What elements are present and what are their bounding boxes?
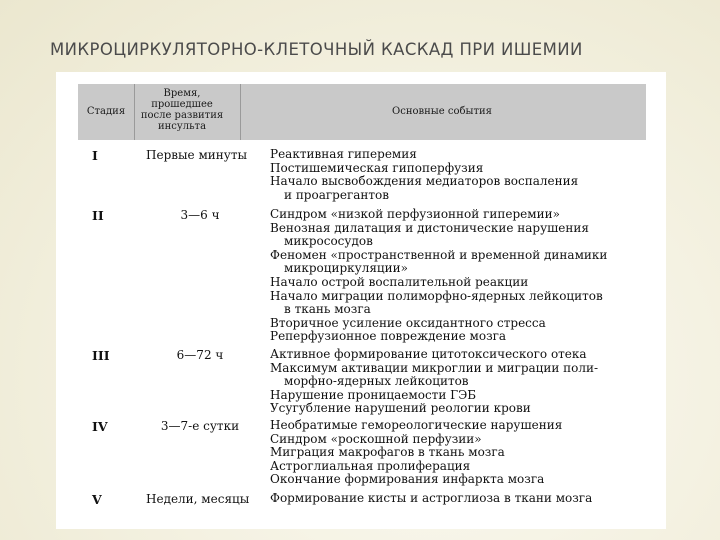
header-time: Время, прошедшее после развития инсульта bbox=[140, 88, 224, 132]
event-line: Максимум активации микроглии и миграции поли- bbox=[270, 360, 599, 375]
row-events bbox=[270, 208, 650, 344]
row-stage: II bbox=[92, 208, 104, 223]
event-line: и проагрегантов bbox=[284, 187, 389, 202]
event-line: Начало миграции полиморфно-ядерных лейкоцитов bbox=[270, 288, 603, 303]
event-line: микрососудов bbox=[284, 234, 373, 249]
row-events bbox=[270, 148, 650, 202]
event-line: Реперфузионное повреждение мозга bbox=[270, 329, 507, 344]
event-line: Астроглиальная пролиферация bbox=[270, 458, 471, 473]
event-line: Усугубление нарушений реологии крови bbox=[270, 401, 531, 416]
slide-title: МИКРОЦИРКУЛЯТОРНО-КЛЕТОЧНЫЙ КАСКАД ПРИ ИШЕМИИ bbox=[50, 40, 583, 59]
row-time: 6—72 ч bbox=[176, 348, 224, 362]
event-line: Реактивная гиперемия bbox=[270, 147, 417, 161]
header-events: Основные события bbox=[392, 106, 492, 117]
event-line: Окончание формирования инфаркта мозга bbox=[270, 472, 545, 487]
row-time: Недели, месяцы bbox=[146, 492, 250, 506]
row-time: Первые минуты bbox=[146, 148, 248, 162]
event-line: в ткань мозга bbox=[284, 302, 371, 317]
header-stage: Стадия bbox=[86, 106, 126, 117]
event-line: Миграция макрофагов в ткань мозга bbox=[270, 445, 505, 460]
row-time: 3—7-е сутки bbox=[160, 419, 240, 433]
event-line: Начало высвобождения медиаторов воспаления bbox=[270, 174, 579, 189]
event-line: морфно-ядерных лейкоцитов bbox=[284, 374, 469, 389]
event-line: Начало острой воспалительной реакции bbox=[270, 274, 529, 289]
row-events bbox=[270, 419, 650, 487]
header-divider bbox=[240, 84, 241, 140]
event-line: Необратимые гемореологические нарушения bbox=[270, 418, 563, 432]
row-stage: III bbox=[92, 348, 110, 363]
event-line: Нарушение проницаемости ГЭБ bbox=[270, 387, 477, 402]
row-stage: I bbox=[92, 148, 98, 163]
event-line: Формирование кисты и астроглиоза в ткани мозга bbox=[270, 491, 593, 505]
event-line: микроциркуляции» bbox=[284, 261, 408, 276]
row-events bbox=[270, 348, 650, 416]
row-stage: V bbox=[92, 492, 102, 507]
row-time: 3—6 ч bbox=[180, 208, 220, 222]
event-line: Синдром «роскошной перфузии» bbox=[270, 431, 482, 446]
table-header bbox=[78, 84, 646, 140]
event-line: Постишемическая гипоперфузия bbox=[270, 160, 484, 175]
event-line: Активное формирование цитотоксического отека bbox=[270, 347, 587, 361]
event-line: Вторичное усиление оксидантного стресса bbox=[270, 315, 546, 330]
event-line: Синдром «низкой перфузионной гиперемии» bbox=[270, 207, 560, 221]
header-divider bbox=[134, 84, 135, 140]
table-image bbox=[56, 72, 666, 529]
row-stage: IV bbox=[92, 419, 108, 434]
event-line: Венозная дилатация и дистонические нарушения bbox=[270, 220, 589, 235]
event-line: Феномен «пространственной и временной динамики bbox=[270, 247, 608, 262]
row-events bbox=[270, 492, 650, 506]
